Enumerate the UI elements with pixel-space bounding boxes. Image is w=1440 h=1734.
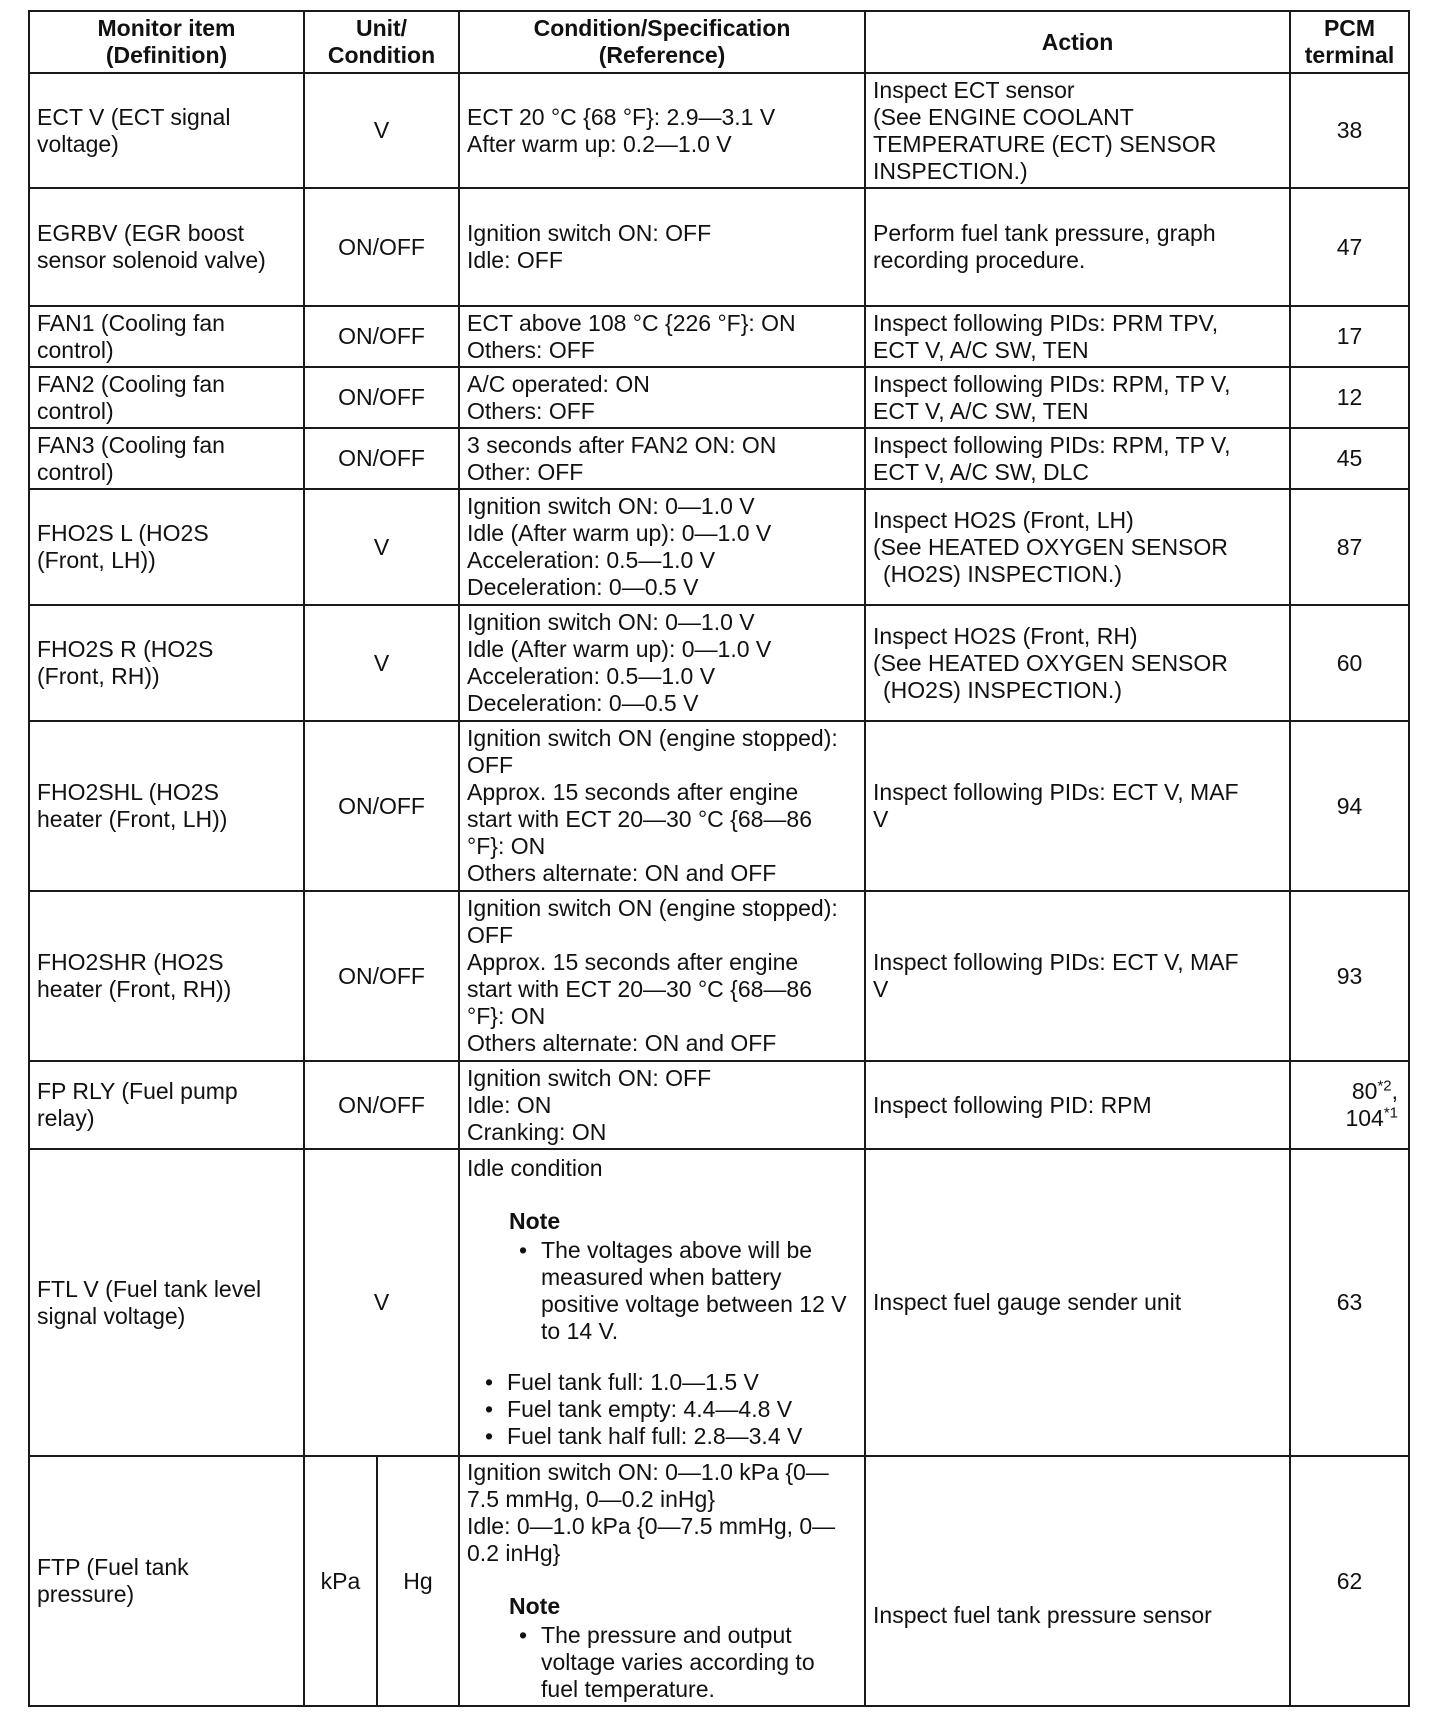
pcm-terminal-cell: 12 [1290, 367, 1409, 428]
unit-cell: ON/OFF [304, 721, 459, 891]
monitor-item-cell: EGRBV (EGR boost sensor solenoid valve) [29, 188, 304, 306]
unit-cell: V [304, 605, 459, 721]
table-row [29, 428, 1409, 489]
condition-cell: Ignition switch ON (engine stopped): OFF Approx. 15 seconds after engine start with ECT 20—30 °C {68—86 °F}: ON Others alternate: ON and OFF [459, 721, 865, 891]
condition-cell: Ignition switch ON: 0—1.0 V Idle (After warm up): 0—1.0 V Acceleration: 0.5—1.0 V Deceleration: 0—0.5 V [459, 605, 865, 721]
unit-cell-hg: Hg [377, 1456, 459, 1706]
action-cell: Inspect following PIDs: PRM TPV, ECT V, A/C SW, TEN [865, 306, 1290, 367]
table-row [29, 306, 1409, 367]
unit-cell: ON/OFF [304, 367, 459, 428]
action-cell: Perform fuel tank pressure, graph recording procedure. [865, 188, 1290, 306]
table-row [29, 73, 1409, 188]
header-monitor-item: Monitor item (Definition) [29, 11, 304, 73]
note-item: • The voltages above will be measured when battery positive voltage between 12 V to 14 V. [541, 1237, 853, 1345]
pcm-terminal-a: 80$^{*2}$, [1351, 1077, 1399, 1104]
unit-cell: ON/OFF [304, 188, 459, 306]
note-list [541, 1622, 853, 1703]
condition-cell: ECT 20 °C {68 °F}: 2.9—3.1 V After warm up: 0.2—1.0 V [459, 73, 865, 188]
unit-cell: V [304, 1149, 459, 1456]
list-item: • Fuel tank half full: 2.8—3.4 V [507, 1423, 857, 1450]
unit-cell: ON/OFF [304, 306, 459, 367]
action-cell: Inspect following PIDs: RPM, TP V, ECT V, A/C SW, TEN [865, 367, 1290, 428]
condition-cell: ECT above 108 °C {226 °F}: ON Others: OFF [459, 306, 865, 367]
pcm-terminal-cell: 62 [1290, 1456, 1409, 1706]
header-action: Action [865, 11, 1290, 73]
monitor-item-cell: FAN1 (Cooling fan control) [29, 306, 304, 367]
table-row [29, 1456, 1409, 1706]
list-item: • Fuel tank empty: 4.4—4.8 V [507, 1396, 857, 1423]
action-cell: Inspect HO2S (Front, LH) (See HEATED OXYGEN SENSOR (HO2S) INSPECTION.) [865, 489, 1290, 605]
table-row [29, 721, 1409, 891]
monitor-item-cell: FHO2S L (HO2S (Front, LH)) [29, 489, 304, 605]
unit-cell: ON/OFF [304, 428, 459, 489]
header-row [29, 11, 1409, 73]
pcm-terminal-cell [1290, 1061, 1409, 1149]
pcm-terminal-cell: 63 [1290, 1149, 1409, 1456]
action-cell: Inspect following PIDs: ECT V, MAF V [865, 891, 1290, 1061]
action-cell: Inspect following PIDs: RPM, TP V, ECT V, A/C SW, DLC [865, 428, 1290, 489]
action-cell: Inspect ECT sensor (See ENGINE COOLANT TEMPERATURE (ECT) SENSOR INSPECTION.) [865, 73, 1290, 188]
pcm-terminal-cell: 45 [1290, 428, 1409, 489]
pid-monitor-table [28, 10, 1410, 1707]
monitor-item-cell: FHO2S R (HO2S (Front, RH)) [29, 605, 304, 721]
condition-cell: Ignition switch ON (engine stopped): OFF Approx. 15 seconds after engine start with ECT 20—30 °C {68—86 °F}: ON Others alternate: ON and OFF [459, 891, 865, 1061]
monitor-item-cell: FHO2SHR (HO2S heater (Front, RH)) [29, 891, 304, 1061]
fuel-level-list [507, 1369, 857, 1450]
header-pcm-terminal: PCM terminal [1290, 11, 1409, 73]
condition-cell: 3 seconds after FAN2 ON: ON Other: OFF [459, 428, 865, 489]
unit-cell: V [304, 73, 459, 188]
pcm-terminal-b: 104$^{*1}$ [1345, 1104, 1399, 1131]
note-list [541, 1237, 853, 1345]
table-row [29, 1149, 1409, 1456]
unit-cell: V [304, 489, 459, 605]
condition-cell: Ignition switch ON: OFF Idle: ON Cranking: ON [459, 1061, 865, 1149]
condition-cell: Idle condition Note • The voltages above will be measured when battery positive voltage between 12 V to 14 V. • Fuel tank full: 1.0—1.5 V • Fuel tank empty: 4.4—4.8 V • Fuel tank half full: 2.8—3.4 V [459, 1149, 865, 1456]
list-item: • Fuel tank full: 1.0—1.5 V [507, 1369, 857, 1396]
table-row [29, 1061, 1409, 1149]
note-item: • The pressure and output voltage varies according to fuel temperature. [541, 1622, 853, 1703]
unit-cell: ON/OFF [304, 1061, 459, 1149]
action-cell: Inspect fuel tank pressure sensor [865, 1456, 1290, 1706]
table-row [29, 188, 1409, 306]
condition-cell: Ignition switch ON: 0—1.0 kPa {0— 7.5 mmHg, 0—0.2 inHg} Idle: 0—1.0 kPa {0—7.5 mmHg, 0— 0.2 inHg} Note • The pressure and output voltage varies according to fuel temperature. [459, 1456, 865, 1706]
unit-cell-kpa: kPa [304, 1456, 377, 1706]
monitor-item-cell: FAN2 (Cooling fan control) [29, 367, 304, 428]
pcm-terminal-cell: 60 [1290, 605, 1409, 721]
pcm-terminal-cell: 38 [1290, 73, 1409, 188]
condition-cell: Ignition switch ON: OFF Idle: OFF [459, 188, 865, 306]
pcm-terminal-cell: 94 [1290, 721, 1409, 891]
action-cell: Inspect fuel gauge sender unit [865, 1149, 1290, 1456]
note-title: Note [509, 1593, 561, 1619]
condition-cell: A/C operated: ON Others: OFF [459, 367, 865, 428]
note-title: Note [509, 1208, 561, 1234]
header-unit-condition: Unit/ Condition [304, 11, 459, 73]
table-row [29, 891, 1409, 1061]
table-row [29, 605, 1409, 721]
monitor-item-cell: FAN3 (Cooling fan control) [29, 428, 304, 489]
monitor-item-cell: FP RLY (Fuel pump relay) [29, 1061, 304, 1149]
action-cell: Inspect following PIDs: ECT V, MAF V [865, 721, 1290, 891]
pcm-terminal-cell: 47 [1290, 188, 1409, 306]
header-condition-specification: Condition/Specification (Reference) [459, 11, 865, 73]
monitor-item-cell: FHO2SHL (HO2S heater (Front, LH)) [29, 721, 304, 891]
pcm-terminal-cell: 17 [1290, 306, 1409, 367]
pcm-terminal-cell: 93 [1290, 891, 1409, 1061]
condition-cell: Ignition switch ON: 0—1.0 V Idle (After warm up): 0—1.0 V Acceleration: 0.5—1.0 V Deceleration: 0—0.5 V [459, 489, 865, 605]
action-cell: Inspect following PID: RPM [865, 1061, 1290, 1149]
pcm-terminal-cell: 87 [1290, 489, 1409, 605]
table-row [29, 367, 1409, 428]
action-cell: Inspect HO2S (Front, RH) (See HEATED OXYGEN SENSOR (HO2S) INSPECTION.) [865, 605, 1290, 721]
monitor-item-cell: ECT V (ECT signal voltage) [29, 73, 304, 188]
table-row [29, 489, 1409, 605]
monitor-item-cell: FTL V (Fuel tank level signal voltage) [29, 1149, 304, 1456]
monitor-item-cell: FTP (Fuel tank pressure) [29, 1456, 304, 1706]
unit-cell: ON/OFF [304, 891, 459, 1061]
